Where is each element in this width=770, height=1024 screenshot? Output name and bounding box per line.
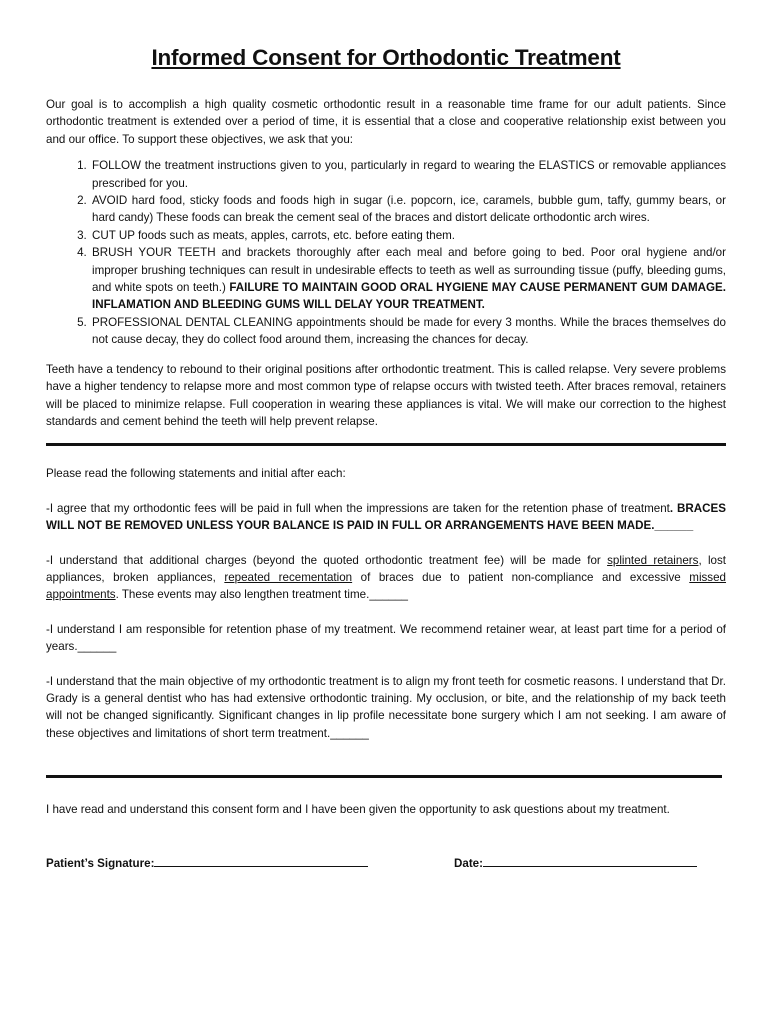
initial-blank-charges[interactable]: ______: [369, 588, 408, 602]
statement-charges: -I understand that additional charges (beyond the quoted orthodontic treatment fee) will be made for splinted retainers, lost appliances, broken appliances, repeated recementation of braces due to patient non-compliance and excessive missed appointments. These events may also lengthen treatment time.______: [46, 553, 727, 602]
initial-blank-fees[interactable]: ______: [654, 519, 694, 533]
list-item: 1. FOLLOW the treatment instructions given to you, particularly in regard to wearing the ELASTICS or removable appliances prescribed for you.: [90, 157, 726, 192]
patient-signature-label: Patient’s Signature:: [46, 856, 155, 870]
list-item: 2. AVOID hard food, sticky foods and foods high in sugar (i.e. popcorn, ice, caramels, bubble gum, taffy, gummy bears, or hard candy) These foods can break the cement seal of the braces and distort delicate orthodontic arch wires.: [90, 192, 726, 227]
initial-blank-objective[interactable]: ______: [330, 726, 369, 740]
signature-row: [46, 855, 726, 875]
date-line[interactable]: [483, 855, 697, 867]
acknowledgement-paragraph: I have read and understand this consent form and I have been given the opportunity to ask questions about my treatment.: [46, 803, 670, 817]
statement-objective: -I understand that the main objective of my orthodontic treatment is to align my front teeth for cosmetic reasons. I understand that Dr. Grady is a general dentist who has had extensive orthodontic training. My occlusion, or bite, and the relationship of my back teeth will not be changed significantly. Significant changes in lip profile necessitate bone surgery which I am not seeking. I am aware of these objectives and limitations of short term treatment.______: [46, 674, 726, 740]
intro-paragraph: Our goal is to accomplish a high quality cosmetic orthodontic result in a reasonable time frame for our adult patients. Since orthodontic treatment is extended over a period of time, it is essential that a close and cooperative relationship exist between you and our office. To support these objectives, we ask that you:: [46, 98, 726, 146]
list-item: 3. CUT UP foods such as meats, apples, carrots, etc. before eating them.: [90, 227, 726, 244]
hygiene-warning: FAILURE TO MAINTAIN GOOD ORAL HYGIENE MAY CAUSE PERMANENT GUM DAMAGE. INFLAMATION AND BLEEDING GUMS WILL DELAY YOUR TREATMENT.: [92, 281, 726, 312]
document-title: Informed Consent for Orthodontic Treatment: [151, 45, 621, 70]
date-label: Date:: [454, 856, 483, 870]
patient-instructions-list: [46, 157, 726, 348]
section-divider: [46, 443, 726, 446]
consent-form: [46, 40, 726, 875]
list-item: 5. PROFESSIONAL DENTAL CLEANING appointments should be made for every 3 months. While the braces themselves do not cause decay, they do collect food around them, increasing the chances for decay.: [90, 314, 726, 349]
initial-blank-retention[interactable]: ______: [77, 640, 117, 654]
statement-fees: -I agree that my orthodontic fees will be paid in full when the impressions are taken for the retention phase of treatment. BRACES WILL NOT BE REMOVED UNLESS YOUR BALANCE IS PAID IN FULL OR ARRANGEMENTS HAVE BEEN MADE.______: [46, 501, 726, 533]
relapse-paragraph: Teeth have a tendency to rebound to their original positions after orthodontic treatment. This is called relapse. Very severe problems have a higher tendency to relapse more and most common type of relapse occurs with twisted teeth. After braces removal, retainers will be placed to minimize relapse. Full cooperation in wearing these appliances is vital. We will make our correction to the highest standards and cement behind the teeth will help prevent relapse.: [46, 362, 726, 428]
date-field: [454, 855, 697, 870]
list-item: 4. BRUSH YOUR TEETH and brackets thoroughly after each meal and before going to bed. Poor oral hygiene and/or improper brushing techniques can result in undesirable effects to teeth as well as surrounding tissue (puffy, bleeding gums, and white spots on teeth.) FAILURE TO MAINTAIN GOOD ORAL HYGIENE MAY CAUSE PERMANENT GUM DAMAGE. INFLAMATION AND BLEEDING GUMS WILL DELAY YOUR TREATMENT.: [90, 244, 726, 314]
initial-instructions: Please read the following statements and initial after each:: [46, 467, 346, 481]
section-divider: [46, 775, 722, 778]
statement-retention: -I understand I am responsible for retention phase of my treatment. We recommend retainer wear, at least part time for a period of years.______: [46, 622, 726, 654]
patient-signature-field: [46, 855, 368, 870]
patient-signature-line[interactable]: [154, 855, 368, 867]
